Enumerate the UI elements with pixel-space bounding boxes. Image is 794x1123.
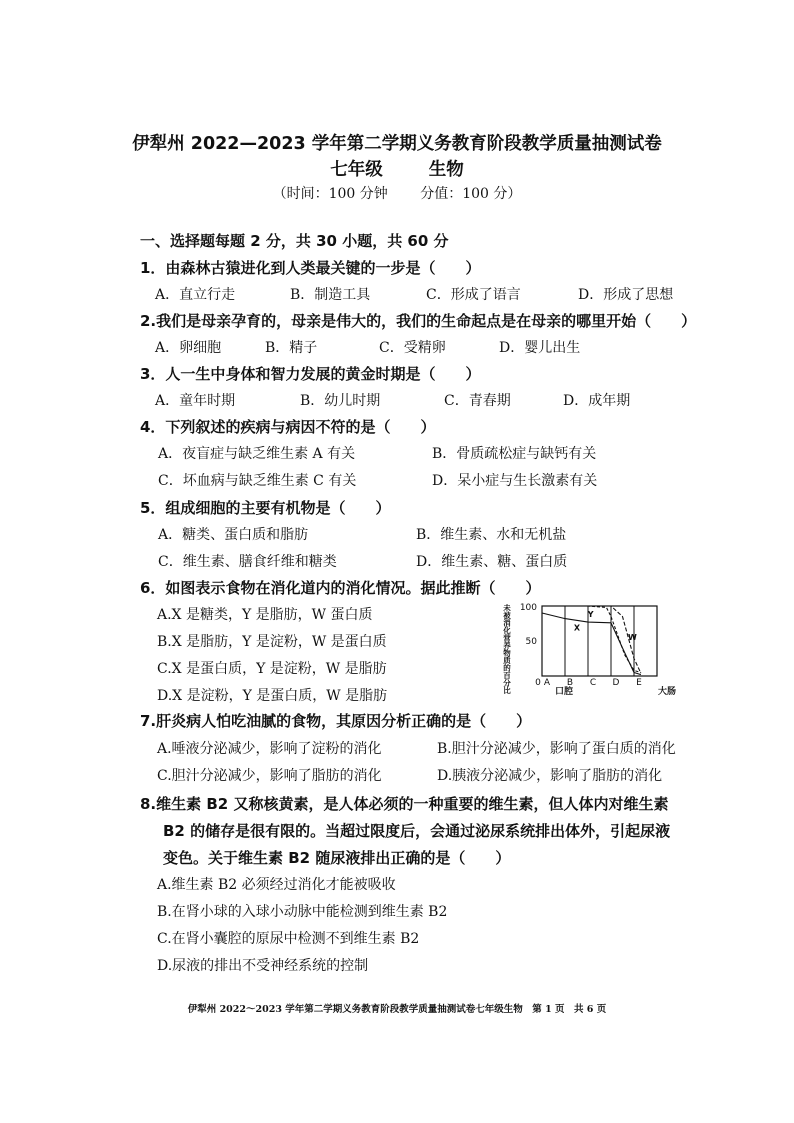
option-a: A．卵细胞 [155, 340, 222, 356]
option-c: C.在肾小囊腔的原尿中检测不到维生素 B2 [157, 931, 420, 947]
series-line-x [542, 613, 641, 675]
option-d: D.胰液分泌减少，影响了脂肪的消化 [437, 768, 663, 784]
question-stem: 3．人一生中身体和智力发展的黄金时期是（ ） [140, 365, 481, 383]
option-d: D．维生素、糖、蛋白质 [416, 554, 568, 570]
time-info: （时间：100 分钟 [272, 186, 388, 202]
option-c: C.X 是蛋白质，Y 是淀粉，W 是脂肪 [157, 661, 387, 677]
option-a: A．糖类、蛋白质和脂肪 [158, 527, 309, 543]
option-b: B.X 是脂肪，Y 是淀粉，W 是蛋白质 [157, 634, 387, 650]
series-label-x: X [573, 623, 581, 633]
option-d: D．婴儿出生 [499, 340, 581, 356]
option-a: A.X 是糖类，Y 是脂肪，W 蛋白质 [157, 607, 373, 623]
segment-label-d: D [612, 678, 620, 688]
segment-label-b: B [566, 678, 574, 688]
option-d: D.X 是淀粉，Y 是蛋白质，W 是脂肪 [157, 688, 388, 704]
svg-text:未被消化营养物质的百分比: 未被消化营养物质的百分比 [502, 604, 512, 694]
option-b: B.在肾小球的入球小动脉中能检测到维生素 B2 [157, 904, 448, 920]
option-b: B．骨质疏松症与缺钙有关 [432, 446, 597, 462]
option-c: C．受精卵 [379, 340, 446, 356]
question-stem-line: B2 的储存是很有限的。当超过限度后，会通过泌尿系统排出体外，引起尿液 [163, 822, 671, 840]
option-d: D．形成了思想 [578, 287, 674, 303]
option-c: C．坏血病与缺乏维生素 C 有关 [158, 473, 357, 489]
option-d: D．呆小症与生长激素有关 [432, 473, 598, 489]
subject-label: 生物 [428, 160, 464, 180]
series-label-y: Y [587, 610, 594, 619]
question-stem: 1．由森林古猿进化到人类最关键的一步是（ ） [140, 259, 481, 277]
series-label-w: W [627, 633, 637, 643]
exam-meta [0, 183, 794, 203]
question-stem: 6．如图表示食物在消化道内的消化情况。据此推断（ ） [140, 579, 541, 597]
segment-label-c: C [589, 678, 597, 688]
page-footer: 伊犁州 2022～2023 学年第二学期义务教育阶段教学质量抽测试卷七年级生物 第 1 页 共 6 页 [187, 1004, 607, 1015]
question-stem: 4．下列叙述的疾病与病因不符的是（ ） [140, 418, 436, 436]
option-c: C.胆汁分泌减少，影响了脂肪的消化 [157, 768, 382, 784]
option-c: C．维生素、膳食纤维和糖类 [158, 554, 337, 570]
digestion-chart [490, 596, 700, 700]
option-a: A.维生素 B2 必须经过消化才能被吸收 [157, 877, 396, 893]
region-label-mouth: 口腔 [554, 687, 574, 697]
region-label-large-intestine: 大肠 [657, 687, 677, 697]
option-b: B．制造工具 [290, 287, 371, 303]
exam-subtitle [0, 156, 794, 181]
option-d: D．成年期 [563, 393, 631, 409]
question-stem: 2.我们是母亲孕育的，母亲是伟大的，我们的生命起点是在母亲的哪里开始（ ） [140, 312, 697, 330]
option-b: B．精子 [265, 340, 318, 356]
segment-label-a: A [543, 678, 551, 688]
option-c: C．形成了语言 [426, 287, 521, 303]
option-d: D.尿液的排出不受神经系统的控制 [157, 958, 369, 974]
question-stem-line: 8.维生素 B2 又称核黄素，是人体必须的一种重要的维生素，但人体内对维生素 [140, 795, 669, 813]
segment-label-e: E [636, 678, 642, 688]
y-tick-100: 100 [519, 603, 537, 613]
y-tick-50: 50 [525, 637, 537, 647]
option-b: B．幼儿时期 [300, 393, 381, 409]
option-a: A．童年时期 [155, 393, 236, 409]
option-c: C．青春期 [444, 393, 511, 409]
x-tick-0: 0 [535, 678, 541, 688]
y-axis-label [502, 603, 511, 696]
score-info: 分值：100 分） [420, 186, 522, 202]
option-a: A.唾液分泌减少，影响了淀粉的消化 [157, 741, 382, 757]
question-stem: 7.肝炎病人怕吃油腻的食物，其原因分析正确的是（ ） [140, 712, 532, 730]
option-b: B.胆汁分泌减少，影响了蛋白质的消化 [437, 741, 676, 757]
chart-frame [542, 606, 657, 676]
section-heading: 一、选择题每题 2 分，共 30 小题，共 60 分 [140, 232, 449, 250]
chart-plot-area [535, 606, 657, 688]
question-stem-line: 变色。关于维生素 B2 随尿液排出正确的是（ ） [163, 849, 511, 867]
grade-label: 七年级 [330, 160, 383, 180]
exam-title: 伊犁州 2022—2023 学年第二学期义务教育阶段教学质量抽测试卷 [132, 134, 662, 154]
option-a: A．直立行走 [155, 287, 236, 303]
question-stem: 5．组成细胞的主要有机物是（ ） [140, 499, 391, 517]
option-a: A．夜盲症与缺乏维生素 A 有关 [158, 446, 356, 462]
option-b: B．维生素、水和无机盐 [416, 527, 567, 543]
